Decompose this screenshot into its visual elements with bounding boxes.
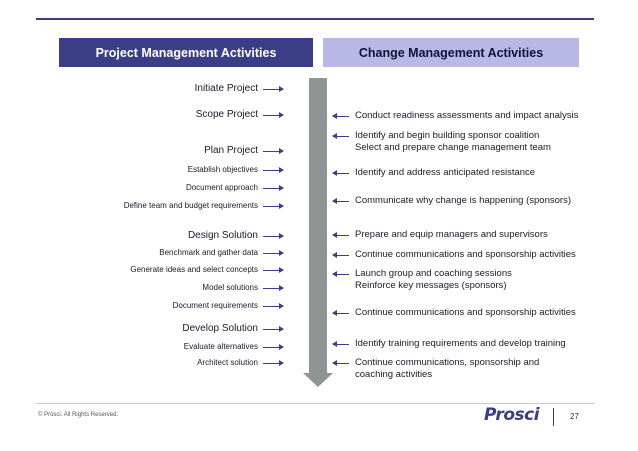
left-arrow-icon — [333, 274, 349, 275]
change-activity-line: Launch group and coaching sessions — [355, 268, 512, 279]
footer-divider — [553, 408, 554, 426]
right-arrow-icon — [263, 363, 283, 364]
change-activity-item — [333, 357, 539, 380]
project-activity-label: Design Solution — [187, 230, 258, 241]
project-activity-label: Generate ideas and select concepts — [130, 265, 258, 274]
change-management-header: Change Management Activities — [323, 38, 579, 67]
change-activity-item — [333, 110, 578, 122]
project-activity-item — [196, 109, 283, 121]
right-arrow-icon — [263, 236, 283, 237]
project-activity-label: Evaluate alternatives — [183, 342, 258, 351]
change-activity-item — [333, 130, 551, 153]
project-activity-item — [188, 230, 283, 242]
change-activity-text — [355, 268, 512, 291]
project-activity-item — [130, 265, 283, 275]
project-activity-label: Develop Solution — [182, 323, 258, 334]
change-activity-text — [355, 195, 571, 207]
change-activity-line: Continue communications, sponsorship and — [355, 357, 540, 368]
right-arrow-icon — [263, 89, 283, 90]
change-activity-text — [355, 167, 535, 179]
project-activity-label: Plan Project — [204, 145, 258, 156]
right-arrow-icon — [263, 288, 283, 289]
right-arrow-icon — [263, 170, 283, 171]
right-arrow-icon — [263, 188, 283, 189]
project-activity-item — [173, 301, 283, 311]
change-activity-line: Continue communications and sponsorship activities — [355, 307, 576, 318]
timeline-arrow-shaft — [309, 78, 327, 374]
change-activity-line: coaching activities — [355, 368, 433, 380]
project-activity-label: Document approach — [185, 183, 258, 192]
left-arrow-icon — [333, 235, 349, 236]
change-activity-text — [355, 249, 576, 261]
change-activity-line: Identify training requirements and develop training — [355, 338, 566, 349]
change-activity-item — [333, 268, 512, 291]
project-activity-label: Document requirements — [172, 301, 258, 310]
project-activity-item — [159, 248, 283, 258]
change-activity-line: Conduct readiness assessments and impact analysis — [355, 110, 579, 121]
change-activity-item — [333, 307, 576, 319]
project-activity-item — [184, 342, 283, 352]
change-activity-item — [333, 249, 576, 261]
project-management-header: Project Management Activities — [59, 38, 313, 67]
top-rule — [36, 18, 594, 20]
page-number: 27 — [570, 412, 579, 421]
right-arrow-icon — [263, 270, 283, 271]
change-activity-line: Communicate why change is happening (sponsors) — [355, 195, 571, 206]
right-arrow-icon — [263, 306, 283, 307]
change-activity-line: Continue communications and sponsorship activities — [355, 249, 576, 260]
right-arrow-icon — [263, 206, 283, 207]
left-arrow-icon — [333, 313, 349, 314]
change-activity-line: Identify and begin building sponsor coalition — [355, 130, 540, 141]
right-arrow-icon — [263, 347, 283, 348]
left-arrow-icon — [333, 173, 349, 174]
project-activity-label: Architect solution — [197, 358, 258, 367]
prosci-logo: Prosci — [484, 405, 540, 425]
change-activity-text — [355, 229, 548, 241]
right-arrow-icon — [263, 115, 283, 116]
left-arrow-icon — [333, 136, 349, 137]
project-activity-item — [204, 145, 283, 157]
project-activity-item — [186, 183, 283, 193]
change-activity-item — [333, 195, 571, 207]
left-arrow-icon — [333, 116, 349, 117]
copyright-notice: © Prosci. All Rights Reserved. — [38, 412, 119, 418]
project-activity-item — [202, 283, 283, 293]
right-arrow-icon — [263, 329, 283, 330]
left-arrow-icon — [333, 344, 349, 345]
bottom-rule — [36, 403, 594, 404]
change-activity-line: Reinforce key messages (sponsors) — [355, 279, 507, 291]
left-arrow-icon — [333, 363, 349, 364]
project-activity-label: Model solutions — [202, 283, 258, 292]
change-activity-item — [333, 229, 548, 241]
change-activity-text — [355, 307, 576, 319]
project-activity-item — [124, 201, 283, 211]
project-activity-label: Scope Project — [195, 109, 258, 120]
change-activity-item — [333, 338, 566, 350]
change-activity-line: Prepare and equip managers and supervisors — [355, 229, 548, 240]
right-arrow-icon — [263, 151, 283, 152]
timeline-arrow-head — [303, 373, 333, 387]
left-arrow-icon — [333, 255, 349, 256]
project-activity-item — [195, 83, 283, 95]
change-activity-line: Select and prepare change management team — [355, 141, 551, 153]
project-activity-item — [182, 323, 283, 335]
change-activity-text — [355, 130, 551, 153]
change-activity-line: Identify and address anticipated resistance — [355, 167, 536, 178]
project-activity-item — [197, 358, 283, 368]
project-activity-label: Establish objectives — [187, 165, 258, 174]
project-activity-label: Initiate Project — [194, 83, 258, 94]
project-activity-item — [188, 165, 283, 175]
change-activity-text — [355, 357, 539, 380]
change-activity-text — [355, 338, 566, 350]
change-activity-item — [333, 167, 535, 179]
project-activity-label: Define team and budget requirements — [123, 201, 258, 210]
project-activity-label: Benchmark and gather data — [159, 248, 258, 257]
left-arrow-icon — [333, 201, 349, 202]
right-arrow-icon — [263, 253, 283, 254]
change-activity-text — [355, 110, 578, 122]
